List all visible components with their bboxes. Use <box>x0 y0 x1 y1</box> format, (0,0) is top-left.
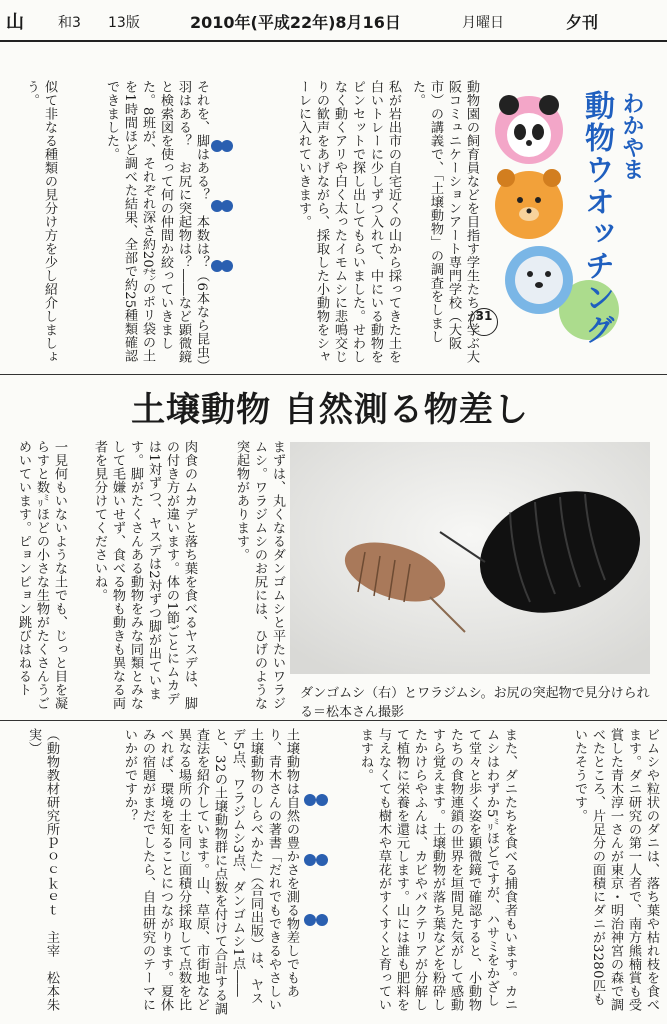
middle-paragraph-2: 肉食のムカデと落ち葉を食べるヤスデは、脚の付き方が違います。体の1節ごとにムカデは1対ずつ、ヤスデは2対ずつ脚が出ています。脚がたくさんある動物をみな同類とみなして毛嫌いせず、食べる物も動きも異なる両者を見分けてくださいね。 <box>92 440 197 710</box>
middle-paragraph-1: まずは、丸くなるダンゴムシと平たいワラジムシ。ワラジムシのお尻には、ひげのような突起物があります。 <box>234 440 285 710</box>
binoculars-icon <box>210 136 234 276</box>
bottom-paragraph-2: また、ダニたちを食べる捕食者もいます。カニムシはわずか5㍉ほどですが、ハサミをかざして堂々と歩く姿を顕微鏡で確認すると、小動物たちの食物連鎖の世界を垣間見た気がして感動すら覚えます。土壌動物が落ち葉などを粉砕したかけらやふんは、カビやバクテリアが分解して植物に栄養を還元します。山には誰も肥料を与えなくても樹木や草花がすくすくと育っていますね。 <box>358 728 517 1012</box>
intro-paragraph-2: 私が岩出市の自宅近くの山から採ってきた土を白いトレーに少しずつ入れて、中にいる動物をピンセットで探し出してもらいました。せわしなく動くアリや白く太ったイモムシに悲鳴交じりの歓声をあげながら、採取した小動物をシャーレに入れていきます。 <box>296 80 401 364</box>
intro-paragraph-1: 動物園の飼育員などを目指す学生たちが学ぶ大阪コミュニケーションアート専門学校（大阪市）の講義で、「土壌動物」の調査をしました。 <box>410 80 479 364</box>
headline: 土壌動物 自然測る物差し <box>131 390 529 430</box>
era-label: 和3 <box>58 15 81 31</box>
intro-paragraph-3: それを、脚はある？ 本数は？（6本なら昆虫） 羽はある？ お尻に突起物は？――など顕微鏡と検索図を使って何の仲間か絞っていきました。8班が、それぞれ深さ約20㌢のポリ袋の土を1時間ほど調べた結果、全部で約25種類確認できました。 <box>104 80 209 380</box>
divider-top <box>0 374 667 375</box>
binoculars-icon <box>302 790 330 930</box>
edition-name: 夕刊 <box>566 13 599 32</box>
pillbug-woodlouse-photo <box>290 442 650 674</box>
weekday-label: 月曜日 <box>462 15 504 31</box>
masthead-bar <box>0 0 667 42</box>
binoculars-divider-2 <box>302 790 330 930</box>
photo-caption: ダンゴムシ（右）とワラジムシ。お尻の突起物で見分けられる＝松本さん撮影 <box>300 686 650 720</box>
column-title: 動物ウオッチング <box>579 90 614 346</box>
column-number: 31 <box>470 308 498 336</box>
middle-paragraph-3: 一見何もいないような土でも、じっと目を凝らすと数㍉ほどの小さな生物がたくさんうごめいています。ピョンピョン跳びはねるト <box>16 440 67 710</box>
bottom-paragraph-3: 土壌動物は自然の豊かさを測る物差しでもあり、青木さんの著書「だれでもできるやさしい土壌動物のしらべかた」（合同出版）は、ヤスデ5点、ワラジムシ3点、ダンゴムシ1点――と、32の土壌動物群に点数を付けて合計する調査法を紹介しています。山、草原、市街地など異なる場所の土を同じ面積分採取して点数を比べれば、環境を知ることにつながります。夏休みの宿題がまだでしたら、自由研究のテーマにいかがですか？ <box>122 728 299 1016</box>
issue-date: 2010年(平成22年)8月16日 <box>190 13 401 32</box>
paper-mark: 山 <box>6 12 24 33</box>
edition-label: 13版 <box>108 15 140 31</box>
divider-bottom <box>0 720 667 721</box>
binoculars-divider <box>210 136 234 276</box>
column-prefix: わかやま <box>619 92 644 180</box>
author-credit: （動物教材研究所ｐｏｃｋｅｔ 主宰 松本朱実） <box>26 728 59 1012</box>
intro-paragraph-4: 似て非なる種類の見分け方を少し紹介しましょう。 <box>24 80 57 364</box>
bottom-paragraph-1: ビムシや粒状のダニは、落ち葉や枯れ枝を食べます。ダニ研究の第一人者で、南方熊楠賞も受賞した青木淳一さんが東京・明治神宮の森で調べたところ、片足分の面積にダニが3280匹もいたそうです。 <box>572 728 659 1012</box>
